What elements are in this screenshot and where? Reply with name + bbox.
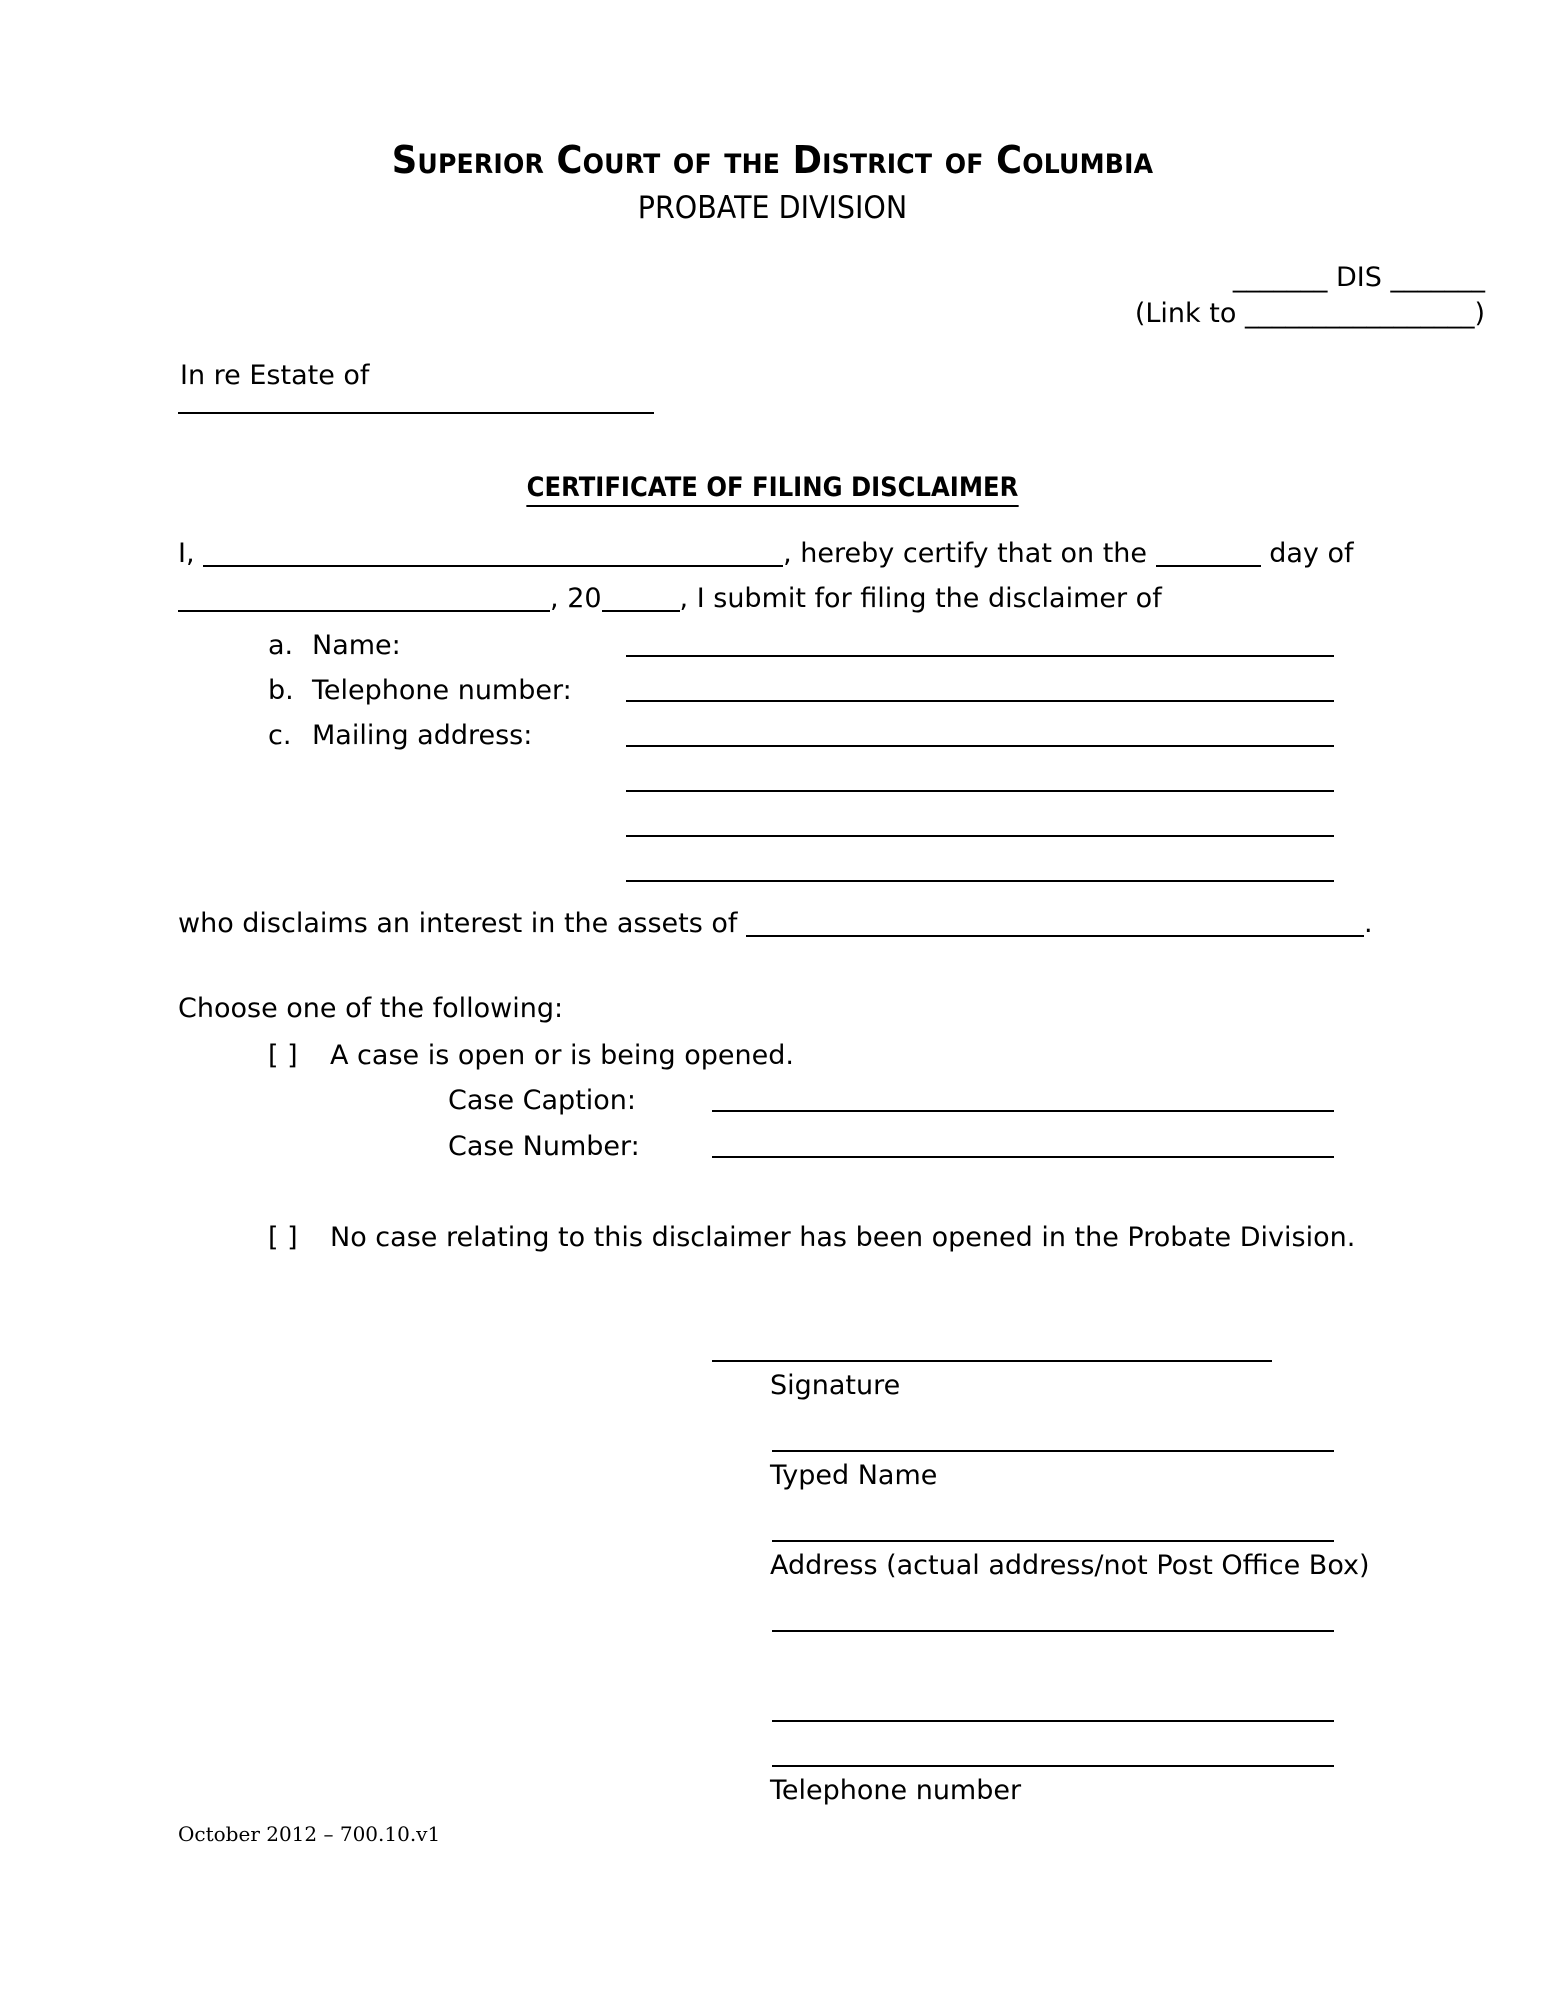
page-title (77, 472, 1468, 503)
typed-name-label: Typed Name (770, 1460, 938, 1491)
field-mailing-address-row (268, 720, 532, 751)
form-revision-footer: October 2012 – 700.10.v1 (178, 1822, 441, 1846)
field-name-row (268, 630, 401, 661)
field-label-telephone: Telephone number: (312, 675, 572, 706)
dis-label: DIS (1336, 262, 1382, 293)
choose-prompt: Choose one of the following: (178, 993, 564, 1024)
checkbox-icon[interactable]: [ ] (268, 1040, 298, 1071)
assets-period: . (1364, 908, 1373, 939)
certifier-name-blank[interactable] (203, 541, 783, 567)
page-title-text: CERTIFICATE OF FILING DISCLAIMER (527, 472, 1019, 507)
case-caption-label: Case Caption: (448, 1085, 637, 1116)
link-open-paren: (Link to (1134, 298, 1237, 329)
month-blank[interactable] (178, 586, 550, 612)
telephone-blank[interactable] (626, 700, 1334, 702)
case-caption-blank[interactable] (712, 1110, 1334, 1112)
link-to-line (0, 298, 1485, 329)
telephone-number-blank[interactable] (772, 1765, 1334, 1767)
mailing-address-blank-2[interactable] (626, 790, 1334, 792)
certification-line-1 (178, 540, 1354, 567)
dis-prefix-blank[interactable]: _______ (1232, 262, 1328, 293)
option-1-label: A case is open or is being opened. (330, 1040, 794, 1071)
court-title: Superior Court of the District of Columbia (391, 138, 1154, 182)
certify-i-label: I, (178, 538, 195, 569)
certify-comma: , (550, 583, 559, 614)
field-telephone-row (268, 675, 572, 706)
division-subtitle: PROBATE DIVISION (637, 190, 908, 226)
field-marker-a: a. (268, 630, 294, 661)
mailing-address-blank-4[interactable] (626, 880, 1334, 882)
assets-text: who disclaims an interest in the assets of (178, 908, 738, 939)
dis-case-number-line (0, 262, 1485, 293)
in-re-estate-blank[interactable] (178, 412, 654, 414)
field-marker-c: c. (268, 720, 292, 751)
address-blank-2[interactable] (772, 1630, 1334, 1632)
mailing-address-blank-1[interactable] (626, 745, 1334, 747)
link-close-paren: ) (1474, 298, 1485, 329)
checkbox-option-no-case[interactable] (268, 1222, 1355, 1253)
dis-suffix-blank[interactable]: _______ (1390, 262, 1485, 293)
signature-blank[interactable] (712, 1360, 1272, 1362)
day-blank[interactable] (1156, 541, 1261, 567)
option-2-label: No case relating to this disclaimer has been opened in the Probate Division. (330, 1222, 1356, 1253)
checkbox-option-case-open[interactable] (268, 1040, 794, 1071)
case-number-blank[interactable] (712, 1156, 1334, 1158)
field-label-name: Name: (312, 630, 401, 661)
address-blank-1[interactable] (772, 1540, 1334, 1542)
address-label: Address (actual address/not Post Office Box) (770, 1550, 1370, 1581)
case-number-label: Case Number: (448, 1131, 640, 1162)
address-blank-3[interactable] (772, 1720, 1334, 1722)
signature-label: Signature (770, 1370, 901, 1401)
certify-submit-text: , I submit for filing the disclaimer of (679, 583, 1162, 614)
year-blank[interactable] (602, 586, 680, 612)
telephone-number-label: Telephone number (770, 1775, 1022, 1806)
mailing-address-blank-3[interactable] (626, 835, 1334, 837)
certify-mid-text: , hereby certify that on the (783, 538, 1148, 569)
checkbox-icon[interactable]: [ ] (268, 1222, 298, 1253)
assets-blank[interactable] (746, 911, 1364, 937)
link-blank[interactable]: _________________ (1244, 298, 1475, 329)
assets-line (178, 910, 1373, 937)
year-prefix: 20 (567, 583, 602, 614)
in-re-estate-label: In re Estate of (180, 360, 370, 391)
field-marker-b: b. (268, 675, 294, 706)
typed-name-blank[interactable] (772, 1450, 1334, 1452)
certify-day-of-text: day of (1269, 538, 1354, 569)
certification-line-2 (178, 585, 1162, 612)
field-label-mailing-address: Mailing address: (312, 720, 533, 751)
name-blank[interactable] (626, 655, 1334, 657)
